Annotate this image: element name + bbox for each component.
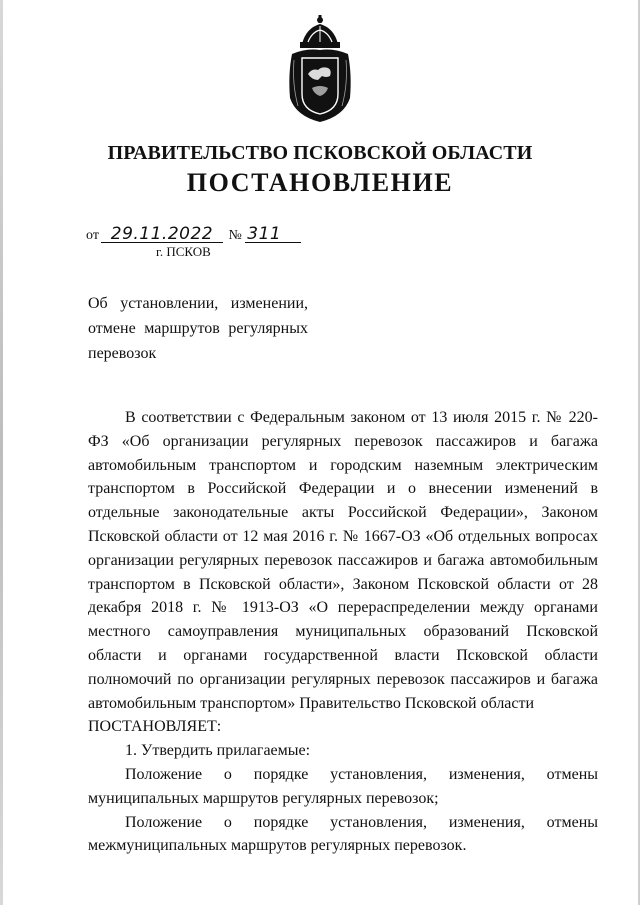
subject-line: Об установлении, изменении, — [88, 295, 308, 312]
subject-line: отмене маршрутов регулярных — [88, 320, 308, 337]
number-prefix: № — [228, 228, 242, 243]
document-date: 29.11.2022 — [101, 226, 223, 243]
coat-of-arms-icon — [282, 14, 358, 126]
city-label: г. ПСКОВ — [156, 244, 211, 259]
subject-line: перевозок — [88, 345, 157, 362]
item-1-a: Положение о порядке установления, изменения, отмены муниципальных маршрутов регулярных перевозок; — [88, 765, 598, 807]
item-1: 1. Утвердить прилагаемые: — [125, 742, 311, 760]
preamble-paragraph: В соответствии с Федеральным законом от 13 июля 2015 г. № 220-ФЗ «Об организации регулярных перевозок пассажиров и багажа автомобильным транспортом и городским наземным электрическим транспортом в Российской Федерации и о внесении изменений в отдельные законодательные акты Российской Федерации», Законом Псковской области от 12 мая 2016 г. № 1667-ОЗ «Об отдельных вопросах организации регулярных перевозок пассажиров и багажа автомобильным транспортом в Псковской области», Законом Псковской области от 28 декабря 2018 г. № 1913-ОЗ «О перераспределении между органами местного самоуправления муниципальных образований Псковской области и органами государственной власти Псковской области полномочий по организации регулярных перевозок пассажиров и багажа автомобильным транспортом» Правительство Псковской области — [88, 409, 598, 712]
organization-title: ПРАВИТЕЛЬСТВО ПСКОВСКОЙ ОБЛАСТИ — [107, 142, 533, 164]
registration-line — [86, 226, 301, 244]
document-type-title: ПОСТАНОВЛЕНИЕ — [186, 168, 454, 197]
document-body — [88, 406, 598, 858]
item-1-b: Положение о порядке установления, изменения, отмены межмуниципальных маршрутов регулярных перевозок. — [88, 813, 598, 855]
resolves-line: ПОСТАНОВЛЯЕТ: — [88, 718, 222, 736]
date-prefix: от — [86, 228, 99, 243]
scan-edge-left — [0, 0, 3, 905]
document-subject — [88, 291, 308, 366]
document-number: 311 — [245, 226, 301, 243]
